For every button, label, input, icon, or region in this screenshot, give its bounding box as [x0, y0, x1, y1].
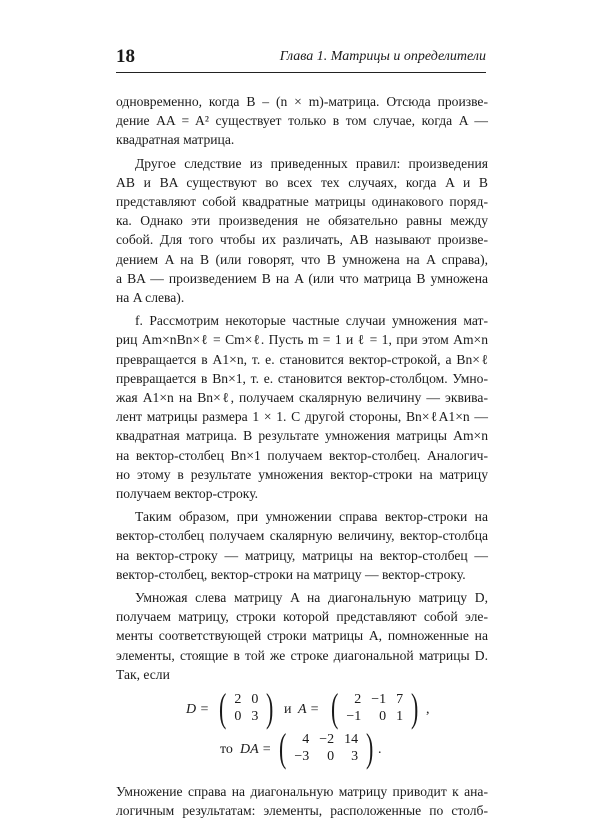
- text-line: на вектор-строку — матрицу, матрицы на вектор-столбец —: [116, 547, 488, 563]
- matrix-cell: 2: [354, 692, 362, 708]
- matrix-cell: −3: [294, 749, 310, 765]
- paragraph-2: [116, 154, 488, 308]
- page-number: 18: [116, 46, 135, 67]
- left-paren: (: [218, 685, 227, 731]
- text-line: дение AA = A² существует только в том случае, когда A —: [116, 113, 488, 129]
- left-paren: (: [278, 725, 287, 771]
- matrix-cell: 1: [396, 709, 404, 725]
- text-line: Таким образом, при умножении справа вектор-строки на: [135, 509, 488, 525]
- label-a: A =: [298, 702, 320, 718]
- matrix-cell: 7: [396, 692, 404, 708]
- text-line: дением A на B (или говорят, что B умножена на A справа),: [116, 251, 488, 267]
- text-line: ка. Однако эти произведения не обязательно равны между: [116, 213, 488, 229]
- text-line: а BA — произведением B на A (или что матрица B умножена: [116, 270, 488, 286]
- page-body: [116, 92, 488, 825]
- matrix-cell: −1: [371, 692, 387, 708]
- matrix-cell: 0: [234, 709, 242, 725]
- matrix-a-cells: [341, 691, 408, 725]
- page-header: [116, 44, 486, 73]
- text-line: собой. Для того чтобы их различать, AB называют произве-: [116, 232, 488, 248]
- text-line: лент матрицы размера 1 × 1. С другой стороны, Bn×ℓA1×n —: [116, 409, 488, 425]
- text-line: квадратная матрица.: [116, 132, 235, 148]
- text-line: получаем матрицу, строки которой представляют собой эле-: [116, 609, 488, 625]
- connector-word: и: [284, 702, 292, 718]
- paragraph-4: [116, 507, 488, 584]
- right-paren: ): [366, 725, 374, 771]
- matrix-da: [276, 725, 376, 771]
- text-line: квадратная матрица. В результате умножения матрицы Am×n: [116, 428, 488, 444]
- paragraph-5: [116, 588, 488, 684]
- text-line: вектор-столбец, вектор-строки на матрицу — вектор-строку.: [116, 566, 466, 582]
- text-line: превращается в A1×n, т. е. становится вектор-строкой, а Bn×ℓ: [116, 351, 488, 367]
- right-paren: ): [266, 685, 274, 731]
- text-line: на вектор-столбец Bn×1 получаем вектор-столбец. Аналогич-: [116, 447, 488, 463]
- matrix-cell: 4: [302, 732, 310, 748]
- text-line: Умножая слева матрицу A на диагональную матрицу D,: [135, 590, 488, 606]
- text-line: AB и BA существуют во всех тех случаях, когда A и B: [116, 174, 488, 190]
- running-title: Глава 1. Матрицы и определители: [279, 49, 486, 64]
- matrix-cell: 0: [251, 692, 259, 708]
- matrix-d: [216, 685, 277, 731]
- left-paren: (: [330, 685, 339, 731]
- text-line: получаем вектор-строку.: [116, 486, 259, 502]
- period: .: [378, 742, 382, 758]
- text-line: но этому в результате умножения вектор-строки на матрицу: [116, 466, 488, 482]
- text-line: элементы, стоящие в той же строке диагональной матрицы D.: [116, 647, 488, 663]
- paragraph-3: [116, 311, 488, 503]
- text-line: f. Рассмотрим некоторые частные случаи умножения мат-: [135, 313, 488, 329]
- matrix-cell: 0: [379, 709, 387, 725]
- text-line: Умножение справа на диагональную матрицу приводит к ана-: [116, 784, 488, 800]
- matrix-cell: 14: [344, 732, 359, 748]
- paragraph-6: [116, 782, 488, 820]
- matrix-cell: −2: [319, 732, 335, 748]
- text-line: Так, если: [116, 666, 170, 682]
- matrix-equation: [116, 685, 488, 774]
- text-line: риц Am×nBn×ℓ = Cm×ℓ. Пусть m = 1 и ℓ = 1, при этом Am×n: [116, 332, 488, 348]
- matrix-a: [328, 685, 421, 731]
- then-word: то: [220, 742, 233, 758]
- text-line: представляют собой квадратные матрицы одинакового поряд-: [116, 194, 488, 210]
- paragraph-1: [116, 92, 488, 150]
- matrix-cell: 0: [327, 749, 335, 765]
- text-line: вектор-столбец получаем скалярную величину, вектор-столбца: [116, 528, 488, 544]
- text-line: на A слева).: [116, 290, 185, 306]
- matrix-cell: 3: [351, 749, 359, 765]
- matrix-cell: −1: [346, 709, 362, 725]
- comma: ,: [426, 702, 430, 718]
- text-line: менты соответствующей строки матрицы A, помноженные на: [116, 628, 488, 644]
- text-line: превращается в Bn×1, т. е. становится вектор-столбцом. Умно-: [116, 370, 488, 386]
- text-line: жая A1×n на Bn×ℓ, получаем скалярную величину — эквива-: [116, 390, 488, 406]
- text-line: одновременно, когда B – (n × m)-матрица. Отсюда произве-: [116, 94, 488, 109]
- label-da: DA =: [240, 742, 272, 758]
- matrix-cell: 2: [234, 692, 242, 708]
- text-line: Другое следствие из приведенных правил: произведения: [135, 155, 488, 171]
- text-line: логичным результатам: элементы, расположенные по столб-: [116, 803, 488, 819]
- right-paren: ): [411, 685, 419, 731]
- matrix-cell: 3: [251, 709, 259, 725]
- matrix-da-cells: [289, 731, 363, 765]
- label-d: D =: [186, 702, 210, 718]
- matrix-d-cells: [229, 691, 263, 725]
